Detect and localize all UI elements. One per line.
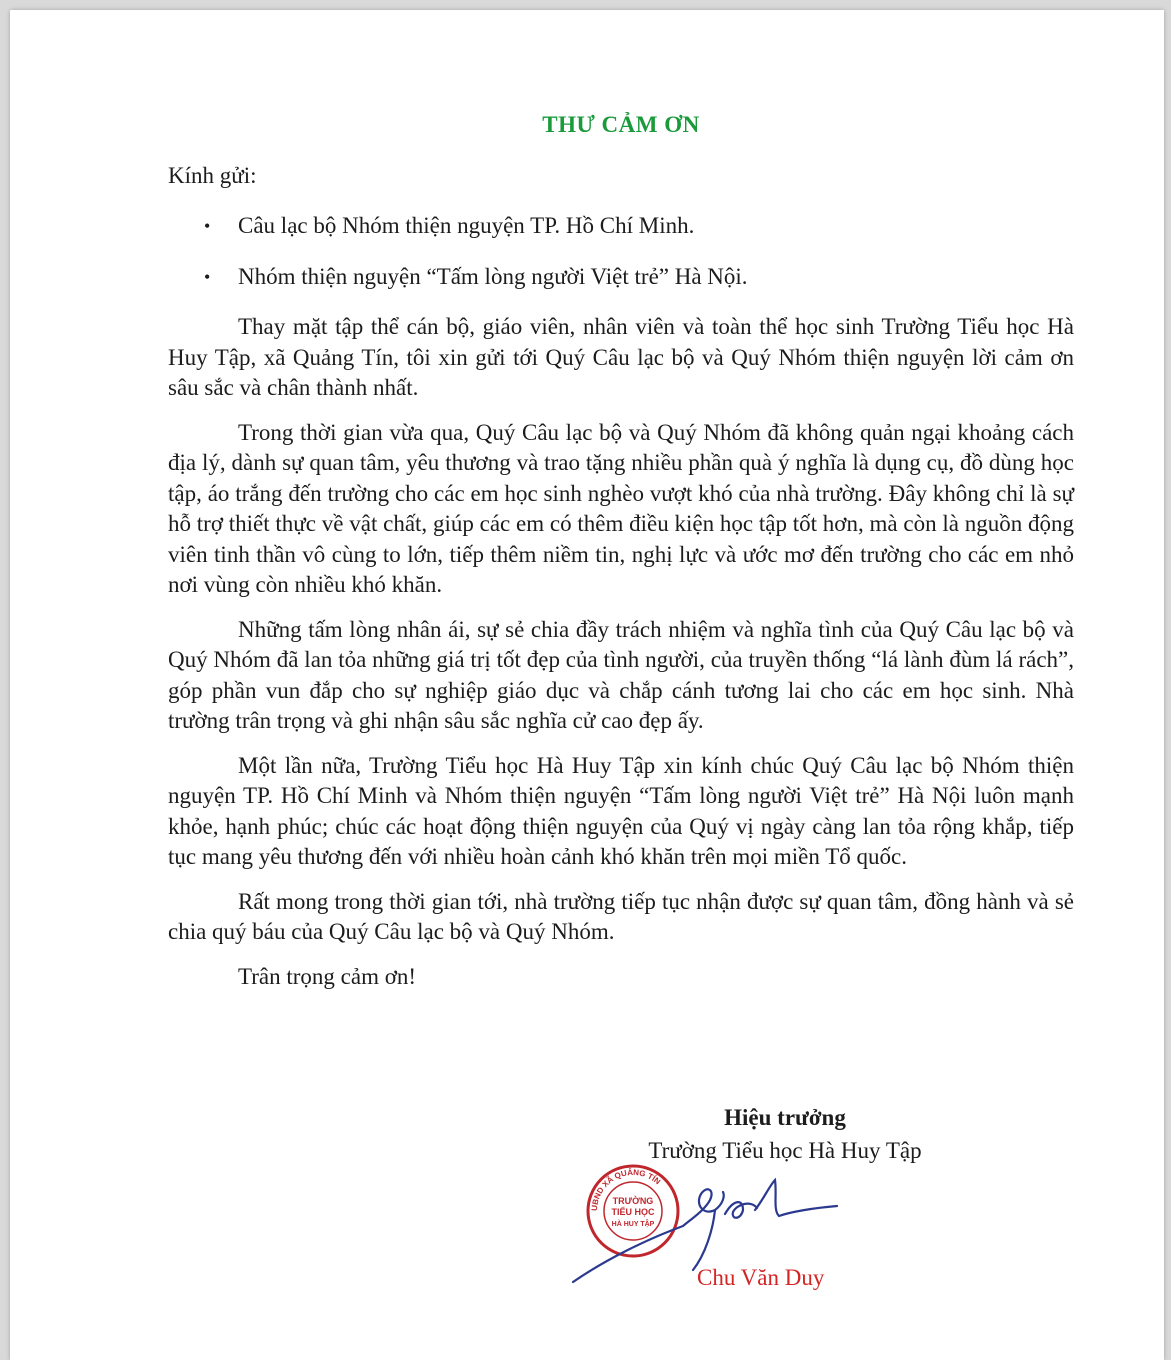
paragraph: Trong thời gian vừa qua, Quý Câu lạc bộ và Quý Nhóm đã không quản ngại khoảng cách địa lý, dành sự quan tâm, yêu thương và trao tặng nhiều phần quà ý nghĩa là dụng cụ, đồ dùng học tập, áo trắng đến trường cho các em học sinh nghèo vượt khó của nhà trường. Đây không chỉ là sự hỗ trợ thiết thực về vật chất, giúp các em có thêm điều kiện học tập tốt hơn, mà còn là nguồn động viên tinh thần vô cùng to lớn, tiếp thêm niềm tin, nghị lực và ước mơ đến trường cho các em nhỏ nơi vùng còn nhiều khó khăn. xyxy=(168,419,1074,597)
bullet-icon: • xyxy=(204,216,211,236)
signer-name: Chu Văn Duy xyxy=(697,1265,825,1290)
signer-school: Trường Tiểu học Hà Huy Tập xyxy=(648,1138,922,1163)
recipient-text: Câu lạc bộ Nhóm thiện nguyện TP. Hồ Chí Minh. xyxy=(238,213,695,238)
letter-page xyxy=(10,10,1164,1360)
paragraph: Thay mặt tập thể cán bộ, giáo viên, nhân viên và toàn thể học sinh Trường Tiểu học Hà Huy Tập, xã Quảng Tín, tôi xin gửi tới Quý Câu lạc bộ và Quý Nhóm thiện nguyện lời cảm ơn sâu sắc và chân thành nhất. xyxy=(168,314,1074,400)
recipient-item xyxy=(168,262,1074,293)
letter-body xyxy=(168,110,1074,992)
signature-block xyxy=(585,1103,985,1169)
closing-line: Trân trọng cảm ơn! xyxy=(238,963,417,989)
paragraph: Những tấm lòng nhân ái, sự sẻ chia đầy trách nhiệm và nghĩa tình của Quý Câu lạc bộ và Quý Nhóm đã lan tỏa những giá trị tốt đẹp của tình người, của truyền thống “lá lành đùm lá rách”, góp phần vun đắp cho sự nghiệp giáo dục và chắp cánh tương lai cho các em học sinh. Nhà trường trân trọng và ghi nhận sâu sắc nghĩa cử cao đẹp ấy. xyxy=(168,616,1074,733)
bullet-icon: • xyxy=(204,266,211,287)
recipient-text: Nhóm thiện nguyện “Tấm lòng người Việt trẻ” Hà Nội. xyxy=(238,263,748,289)
paragraph: Một lần nữa, Trường Tiểu học Hà Huy Tập xin kính chúc Quý Câu lạc bộ Nhóm thiện nguyện TP. Hồ Chí Minh và Nhóm thiện nguyện “Tấm lòng người Việt trẻ” Hà Nội luôn mạnh khỏe, hạnh phúc; chúc các hoạt động thiện nguyện của Quý vị ngày càng lan tỏa rộng khắp, tiếp tục mang yêu thương đến với nhiều hoàn cảnh khó khăn trên mọi miền Tổ quốc. xyxy=(168,752,1074,869)
seal-line-3: HÀ HUY TẬP xyxy=(611,1221,655,1228)
letter-title: THƯ CẢM ƠN xyxy=(542,112,700,137)
signer-role: Hiệu trưởng xyxy=(724,1105,846,1130)
recipient-list xyxy=(168,211,1074,292)
salutation: Kính gửi: xyxy=(168,162,257,188)
paragraph: Rất mong trong thời gian tới, nhà trường tiếp tục nhận được sự quan tâm, đồng hành và sẻ chia quý báu của Quý Câu lạc bộ và Quý Nhóm. xyxy=(168,888,1074,944)
seal-line-1: TRƯỜNG xyxy=(612,1196,654,1206)
recipient-item xyxy=(168,211,1074,242)
seal-ring-text: UBND XÃ QUẢNG TÍN xyxy=(589,1167,663,1212)
seal-line-2: TIỂU HỌC xyxy=(611,1207,655,1217)
